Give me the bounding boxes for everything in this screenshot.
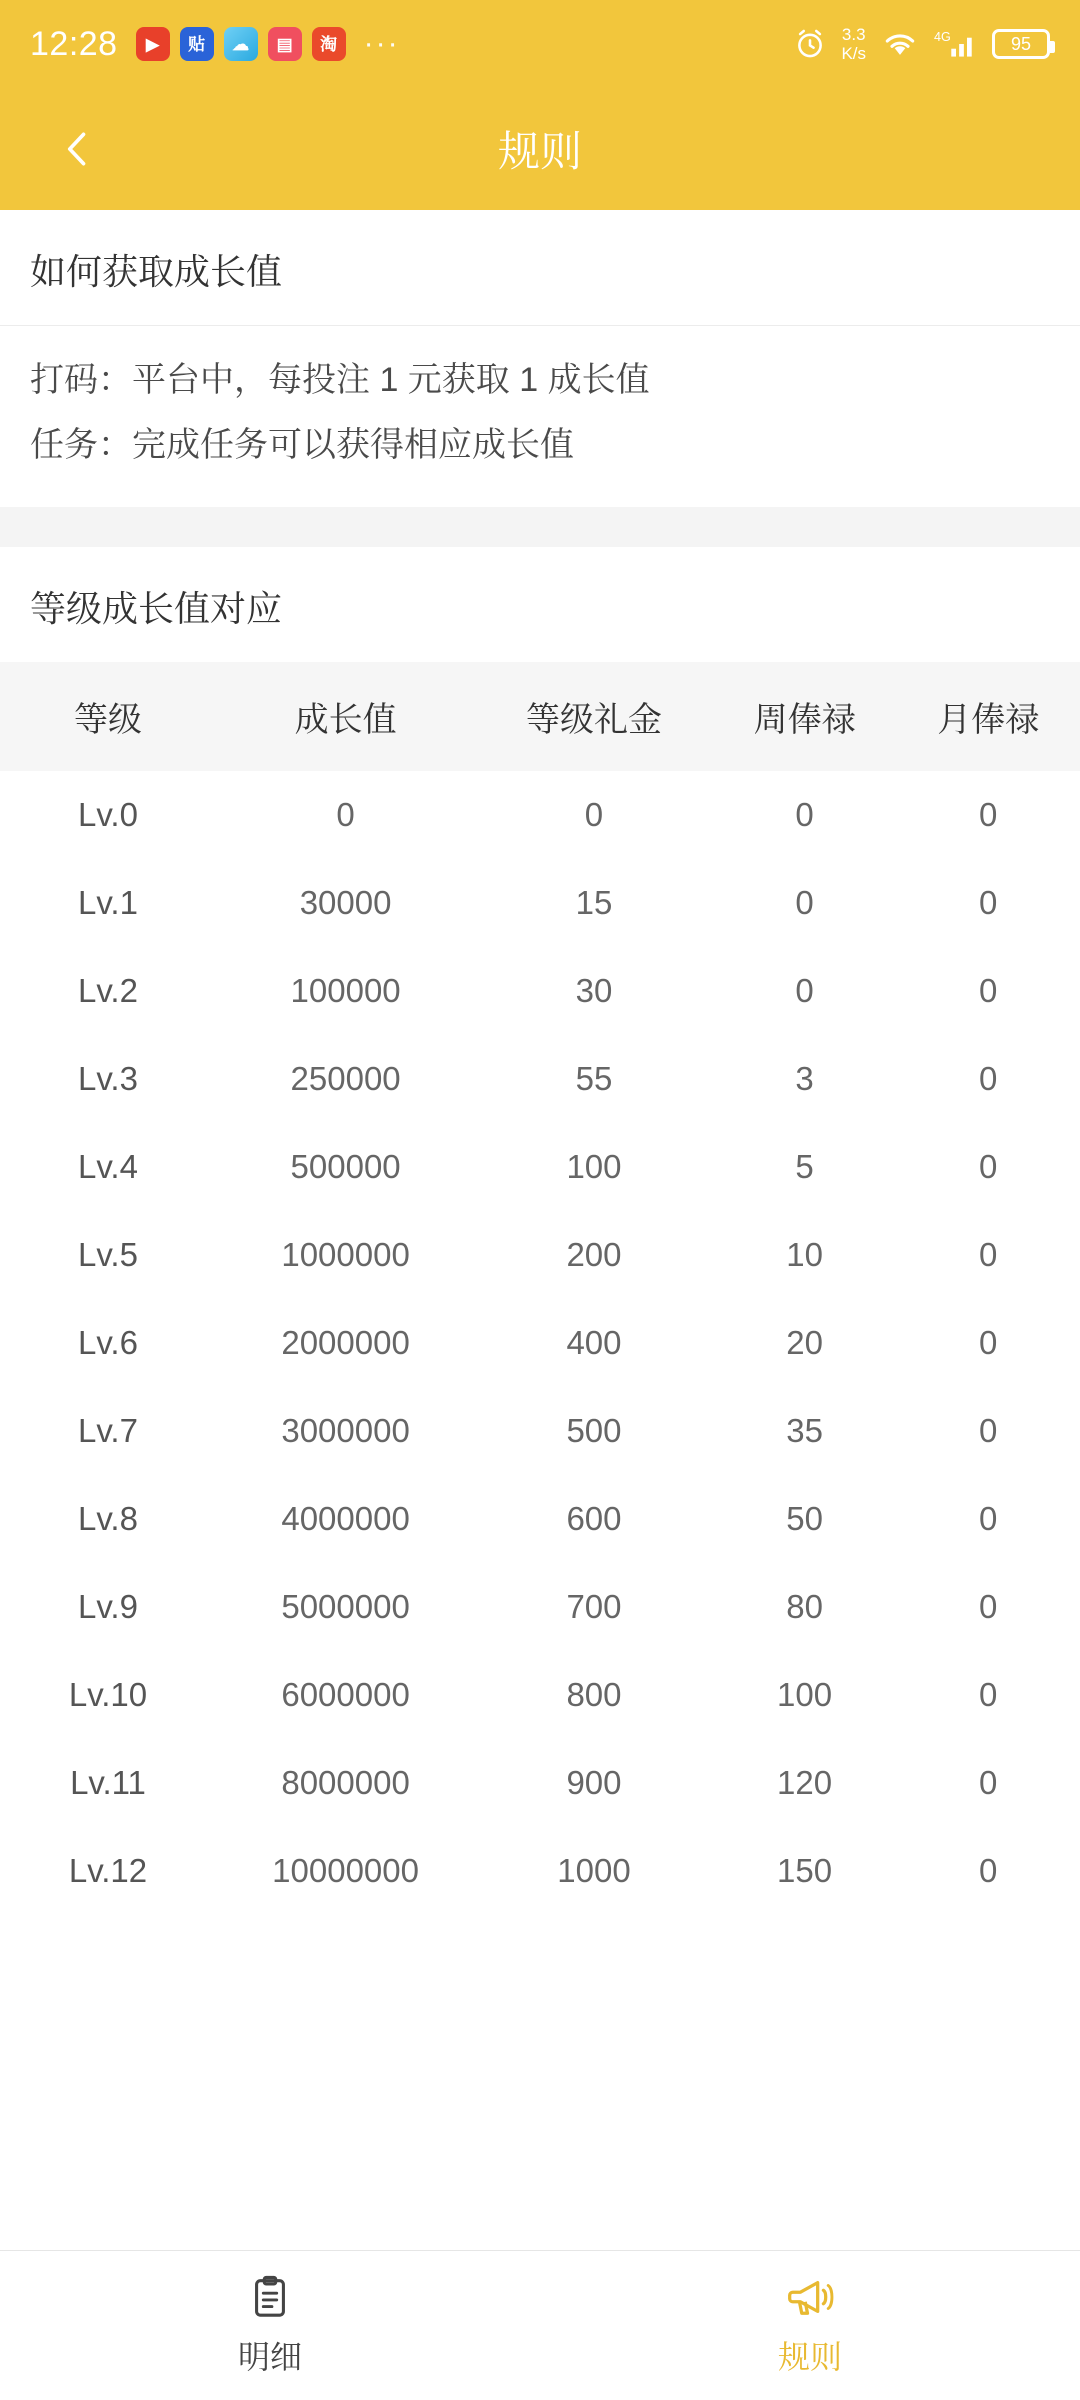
table-row	[0, 1739, 1080, 1827]
cell-growth: 4000000	[216, 1475, 475, 1563]
cell-level: Lv.4	[0, 1123, 216, 1211]
cell-monthly: 0	[896, 1211, 1080, 1299]
network-speed-unit: K/s	[841, 44, 866, 63]
cell-growth: 3000000	[216, 1387, 475, 1475]
cell-growth: 0	[216, 771, 475, 859]
status-clock: 12:28	[30, 24, 118, 63]
cell-weekly: 100	[713, 1651, 897, 1739]
cell-weekly: 0	[713, 947, 897, 1035]
cell-weekly: 0	[713, 859, 897, 947]
more-dots-icon: ···	[363, 27, 400, 60]
column-header-weekly: 周俸禄	[713, 662, 897, 771]
cell-gift: 400	[475, 1299, 713, 1387]
title-bar	[0, 88, 1080, 210]
cell-level: Lv.10	[0, 1651, 216, 1739]
nav-item-detail-label: 明细	[237, 2338, 302, 2375]
table-row	[0, 1211, 1080, 1299]
level-table-header	[0, 662, 1080, 771]
cell-gift: 500	[475, 1387, 713, 1475]
cell-gift: 200	[475, 1211, 713, 1299]
rules-body	[0, 326, 1080, 507]
battery-indicator	[992, 29, 1050, 59]
cell-gift: 800	[475, 1651, 713, 1739]
cell-level: Lv.3	[0, 1035, 216, 1123]
table-row	[0, 1035, 1080, 1123]
network-speed-value: 3.3	[841, 25, 866, 44]
table-header-row	[0, 662, 1080, 771]
cell-gift: 15	[475, 859, 713, 947]
cell-weekly: 5	[713, 1123, 897, 1211]
svg-text:4G: 4G	[934, 29, 951, 44]
taobao-icon: 淘	[312, 27, 346, 61]
cell-weekly: 150	[713, 1827, 897, 1915]
cell-level: Lv.7	[0, 1387, 216, 1475]
cell-weekly: 3	[713, 1035, 897, 1123]
back-chevron-icon	[56, 127, 100, 171]
rule-line: 任务：完成任务可以获得相应成长值	[30, 425, 574, 464]
column-header-monthly: 月俸禄	[896, 662, 1080, 771]
cell-level: Lv.1	[0, 859, 216, 947]
cell-level: Lv.11	[0, 1739, 216, 1827]
level-table-body	[0, 771, 1080, 1915]
cell-growth: 8000000	[216, 1739, 475, 1827]
rule-line: 打码：平台中，每投注 1 元获取 1 成长值	[30, 361, 650, 399]
levels-heading: 等级成长值对应	[0, 547, 1080, 662]
cell-growth: 6000000	[216, 1651, 475, 1739]
cell-level: Lv.8	[0, 1475, 216, 1563]
cell-level: Lv.2	[0, 947, 216, 1035]
cell-monthly: 0	[896, 1739, 1080, 1827]
cell-gift: 600	[475, 1475, 713, 1563]
weather-icon: ☁	[224, 27, 258, 61]
cell-monthly: 0	[896, 947, 1080, 1035]
cell-weekly: 80	[713, 1563, 897, 1651]
column-header-gift: 等级礼金	[475, 662, 713, 771]
table-row	[0, 1387, 1080, 1475]
nav-item-detail[interactable]	[0, 2274, 540, 2378]
rules-heading: 如何获取成长值	[0, 210, 1080, 326]
status-app-icons	[136, 27, 400, 61]
content-scroll-area[interactable]	[0, 210, 1080, 2338]
table-row	[0, 1827, 1080, 1915]
table-row	[0, 771, 1080, 859]
cell-growth: 10000000	[216, 1827, 475, 1915]
column-header-level: 等级	[0, 662, 216, 771]
cell-monthly: 0	[896, 1299, 1080, 1387]
cell-gift: 700	[475, 1563, 713, 1651]
back-button[interactable]	[48, 119, 108, 179]
cell-monthly: 0	[896, 1563, 1080, 1651]
table-row	[0, 1563, 1080, 1651]
cell-growth: 5000000	[216, 1563, 475, 1651]
megaphone-icon	[785, 2274, 835, 2320]
cell-growth: 30000	[216, 859, 475, 947]
table-row	[0, 1299, 1080, 1387]
cell-growth: 1000000	[216, 1211, 475, 1299]
cell-monthly: 0	[896, 1123, 1080, 1211]
page-title: 规则	[497, 128, 582, 175]
cell-monthly: 0	[896, 1827, 1080, 1915]
cell-gift: 100	[475, 1123, 713, 1211]
status-bar	[0, 0, 1080, 88]
cell-level: Lv.0	[0, 771, 216, 859]
cell-growth: 100000	[216, 947, 475, 1035]
cell-monthly: 0	[896, 1651, 1080, 1739]
cell-growth: 250000	[216, 1035, 475, 1123]
status-right-cluster	[793, 26, 1050, 62]
cell-weekly: 120	[713, 1739, 897, 1827]
cell-weekly: 35	[713, 1387, 897, 1475]
cell-growth: 500000	[216, 1123, 475, 1211]
level-table	[0, 662, 1080, 1915]
tieba-icon: 贴	[180, 27, 214, 61]
cell-gift: 1000	[475, 1827, 713, 1915]
cell-weekly: 50	[713, 1475, 897, 1563]
column-header-growth: 成长值	[216, 662, 475, 771]
alarm-icon	[793, 27, 827, 61]
photo-icon: ▤	[268, 27, 302, 61]
cell-gift: 0	[475, 771, 713, 859]
table-row	[0, 947, 1080, 1035]
cell-monthly: 0	[896, 1475, 1080, 1563]
cell-weekly: 10	[713, 1211, 897, 1299]
cell-monthly: 0	[896, 771, 1080, 859]
cell-level: Lv.5	[0, 1211, 216, 1299]
clipboard-icon	[247, 2274, 293, 2320]
wifi-icon	[880, 27, 920, 61]
cell-level: Lv.9	[0, 1563, 216, 1651]
play-icon: ▶	[136, 27, 170, 61]
table-row	[0, 1123, 1080, 1211]
cell-monthly: 0	[896, 1035, 1080, 1123]
table-row	[0, 1475, 1080, 1563]
cell-gift: 55	[475, 1035, 713, 1123]
cell-level: Lv.6	[0, 1299, 216, 1387]
table-row	[0, 1651, 1080, 1739]
network-speed	[841, 26, 866, 62]
cell-monthly: 0	[896, 1387, 1080, 1475]
bottom-navigation	[0, 2250, 1080, 2400]
cell-growth: 2000000	[216, 1299, 475, 1387]
section-divider	[0, 507, 1080, 547]
cell-monthly: 0	[896, 859, 1080, 947]
nav-item-rules-label: 规则	[777, 2338, 842, 2375]
cell-level: Lv.12	[0, 1827, 216, 1915]
table-row	[0, 859, 1080, 947]
cell-weekly: 0	[713, 771, 897, 859]
cell-gift: 30	[475, 947, 713, 1035]
cell-weekly: 20	[713, 1299, 897, 1387]
signal-bars-icon	[934, 27, 978, 61]
cell-gift: 900	[475, 1739, 713, 1827]
nav-item-rules[interactable]	[540, 2274, 1080, 2378]
battery-level: 95	[1010, 33, 1032, 54]
